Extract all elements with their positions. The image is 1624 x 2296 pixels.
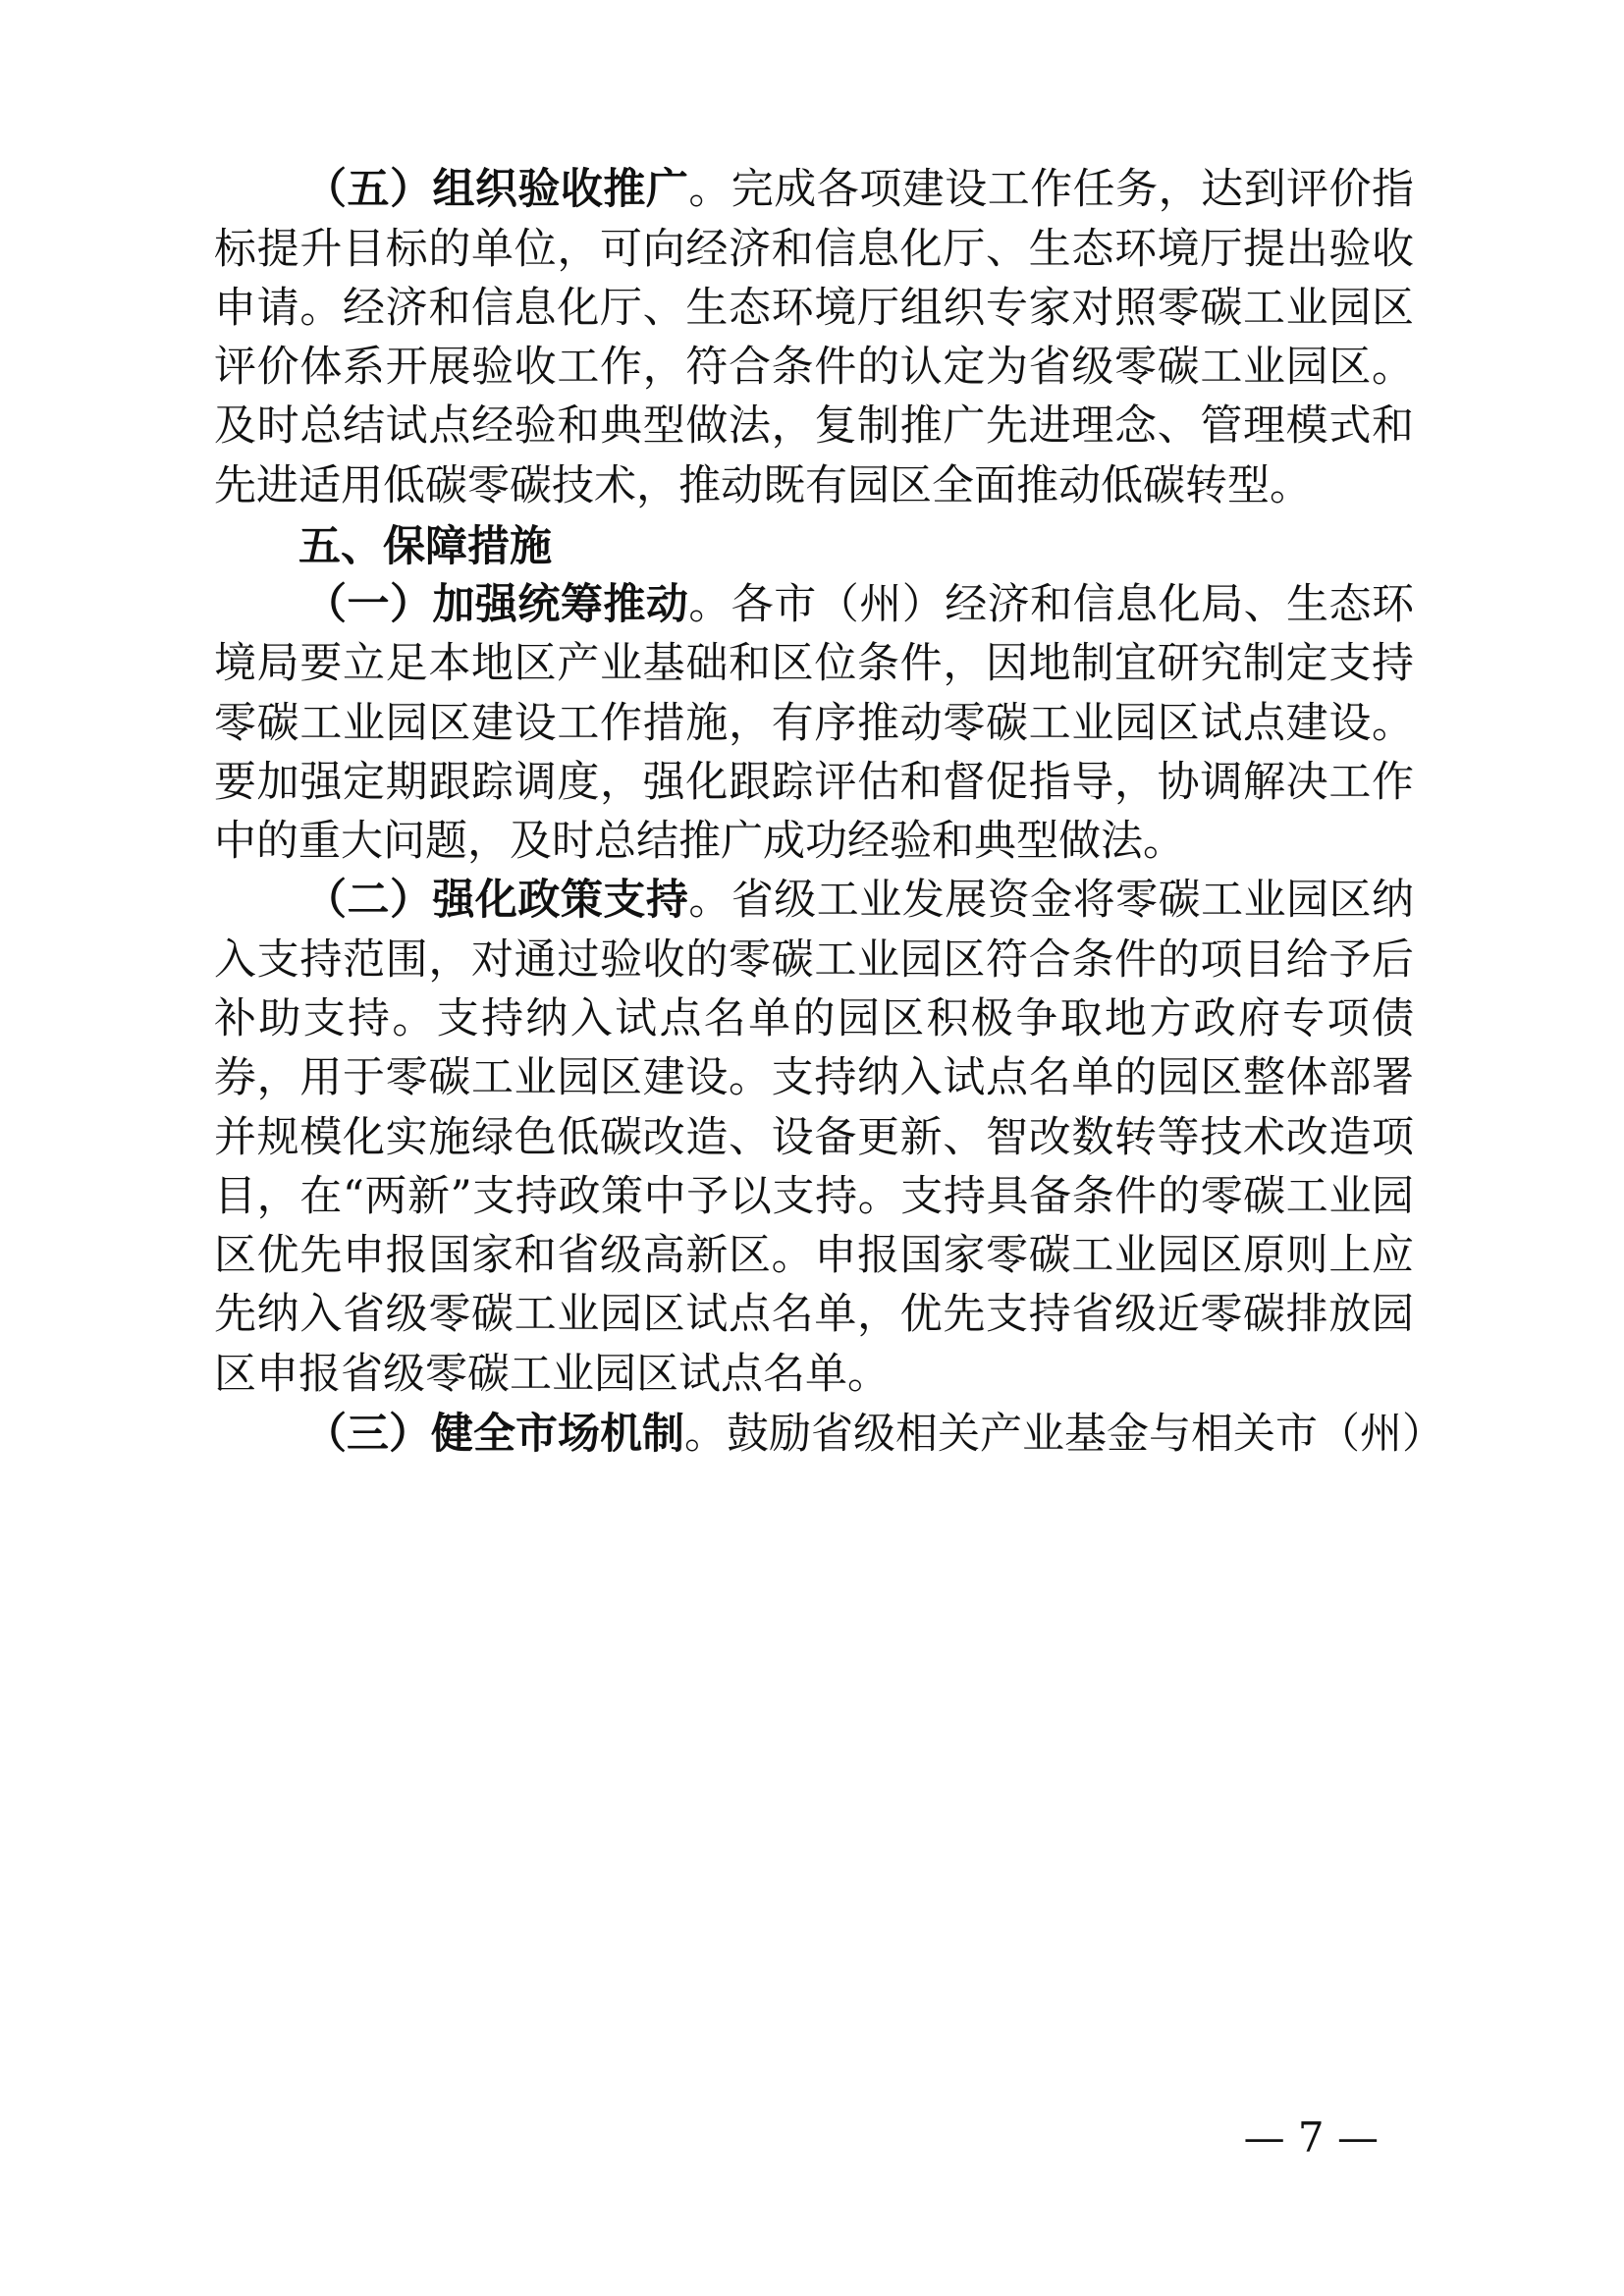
paragraph-line: 及时总结试点经验和典型做法，复制推广先进理念、管理模式和 [214,401,1414,451]
page-number: — 7 — [1243,2113,1379,2162]
line-text: 。鼓励省级相关产业基金与相关市（州） [684,1410,1444,1459]
paragraph-line: 补助支持。支持纳入试点名单的园区积极争取地方政府专项债 [214,994,1414,1043]
paragraph-line: 中的重大问题，及时总结推广成功经验和典型做法。 [214,817,1185,866]
section-label: （五）组织验收推广 [304,165,689,214]
paragraph-line: 先进适用低碳零碳技术，推动既有园区全面推动低碳转型。 [214,461,1312,510]
paragraph-line: 先纳入省级零碳工业园区试点名单，优先支持省级近零碳排放园 [214,1290,1414,1339]
paragraph-line: 区优先申报国家和省级高新区。申报国家零碳工业园区原则上应 [214,1231,1414,1280]
paragraph-line: 申请。经济和信息化厅、生态环境厅组织专家对照零碳工业园区 [214,284,1414,333]
line-text: 。各市（州）经济和信息化局、生态环 [688,580,1415,629]
paragraph-line: 目，在“两新”支持政策中予以支持。支持具备条件的零碳工业园 [214,1172,1414,1221]
paragraph-line: 券，用于零碳工业园区建设。支持纳入试点名单的园区整体部署 [214,1053,1414,1102]
paragraph-line: 评价体系开展验收工作，符合条件的认定为省级零碳工业园区。 [214,343,1414,392]
paragraph-line: 并规模化实施绿色低碳改造、设备更新、智改数转等技术改造项 [214,1113,1414,1162]
paragraph-line [304,872,1414,929]
paragraph-line: 区申报省级零碳工业园区试点名单。 [214,1350,890,1399]
paragraph-line [304,1406,1444,1463]
paragraph-line [304,161,1414,218]
paragraph-line: 入支持范围，对通过验收的零碳工业园区符合条件的项目给予后 [214,935,1414,985]
section-heading: 五、保障措施 [298,522,552,571]
section-label: （二）强化政策支持 [304,876,689,925]
paragraph-line: 要加强定期跟踪调度，强化跟踪评估和督促指导，协调解决工作 [214,758,1414,807]
paragraph-line: 标提升目标的单位，可向经济和信息化厅、生态环境厅提出验收 [214,225,1414,274]
section-label: （三）健全市场机制 [304,1410,684,1459]
section-label: （一）加强统筹推动 [304,580,689,629]
line-text: 。省级工业发展资金将零碳工业园区纳 [688,876,1415,925]
paragraph-line: 境局要立足本地区产业基础和区位条件，因地制宜研究制定支持 [214,639,1414,688]
line-text: 。完成各项建设工作任务，达到评价指 [688,165,1415,214]
paragraph-line: 零碳工业园区建设工作措施，有序推动零碳工业园区试点建设。 [214,699,1414,748]
paragraph-line [304,576,1414,633]
